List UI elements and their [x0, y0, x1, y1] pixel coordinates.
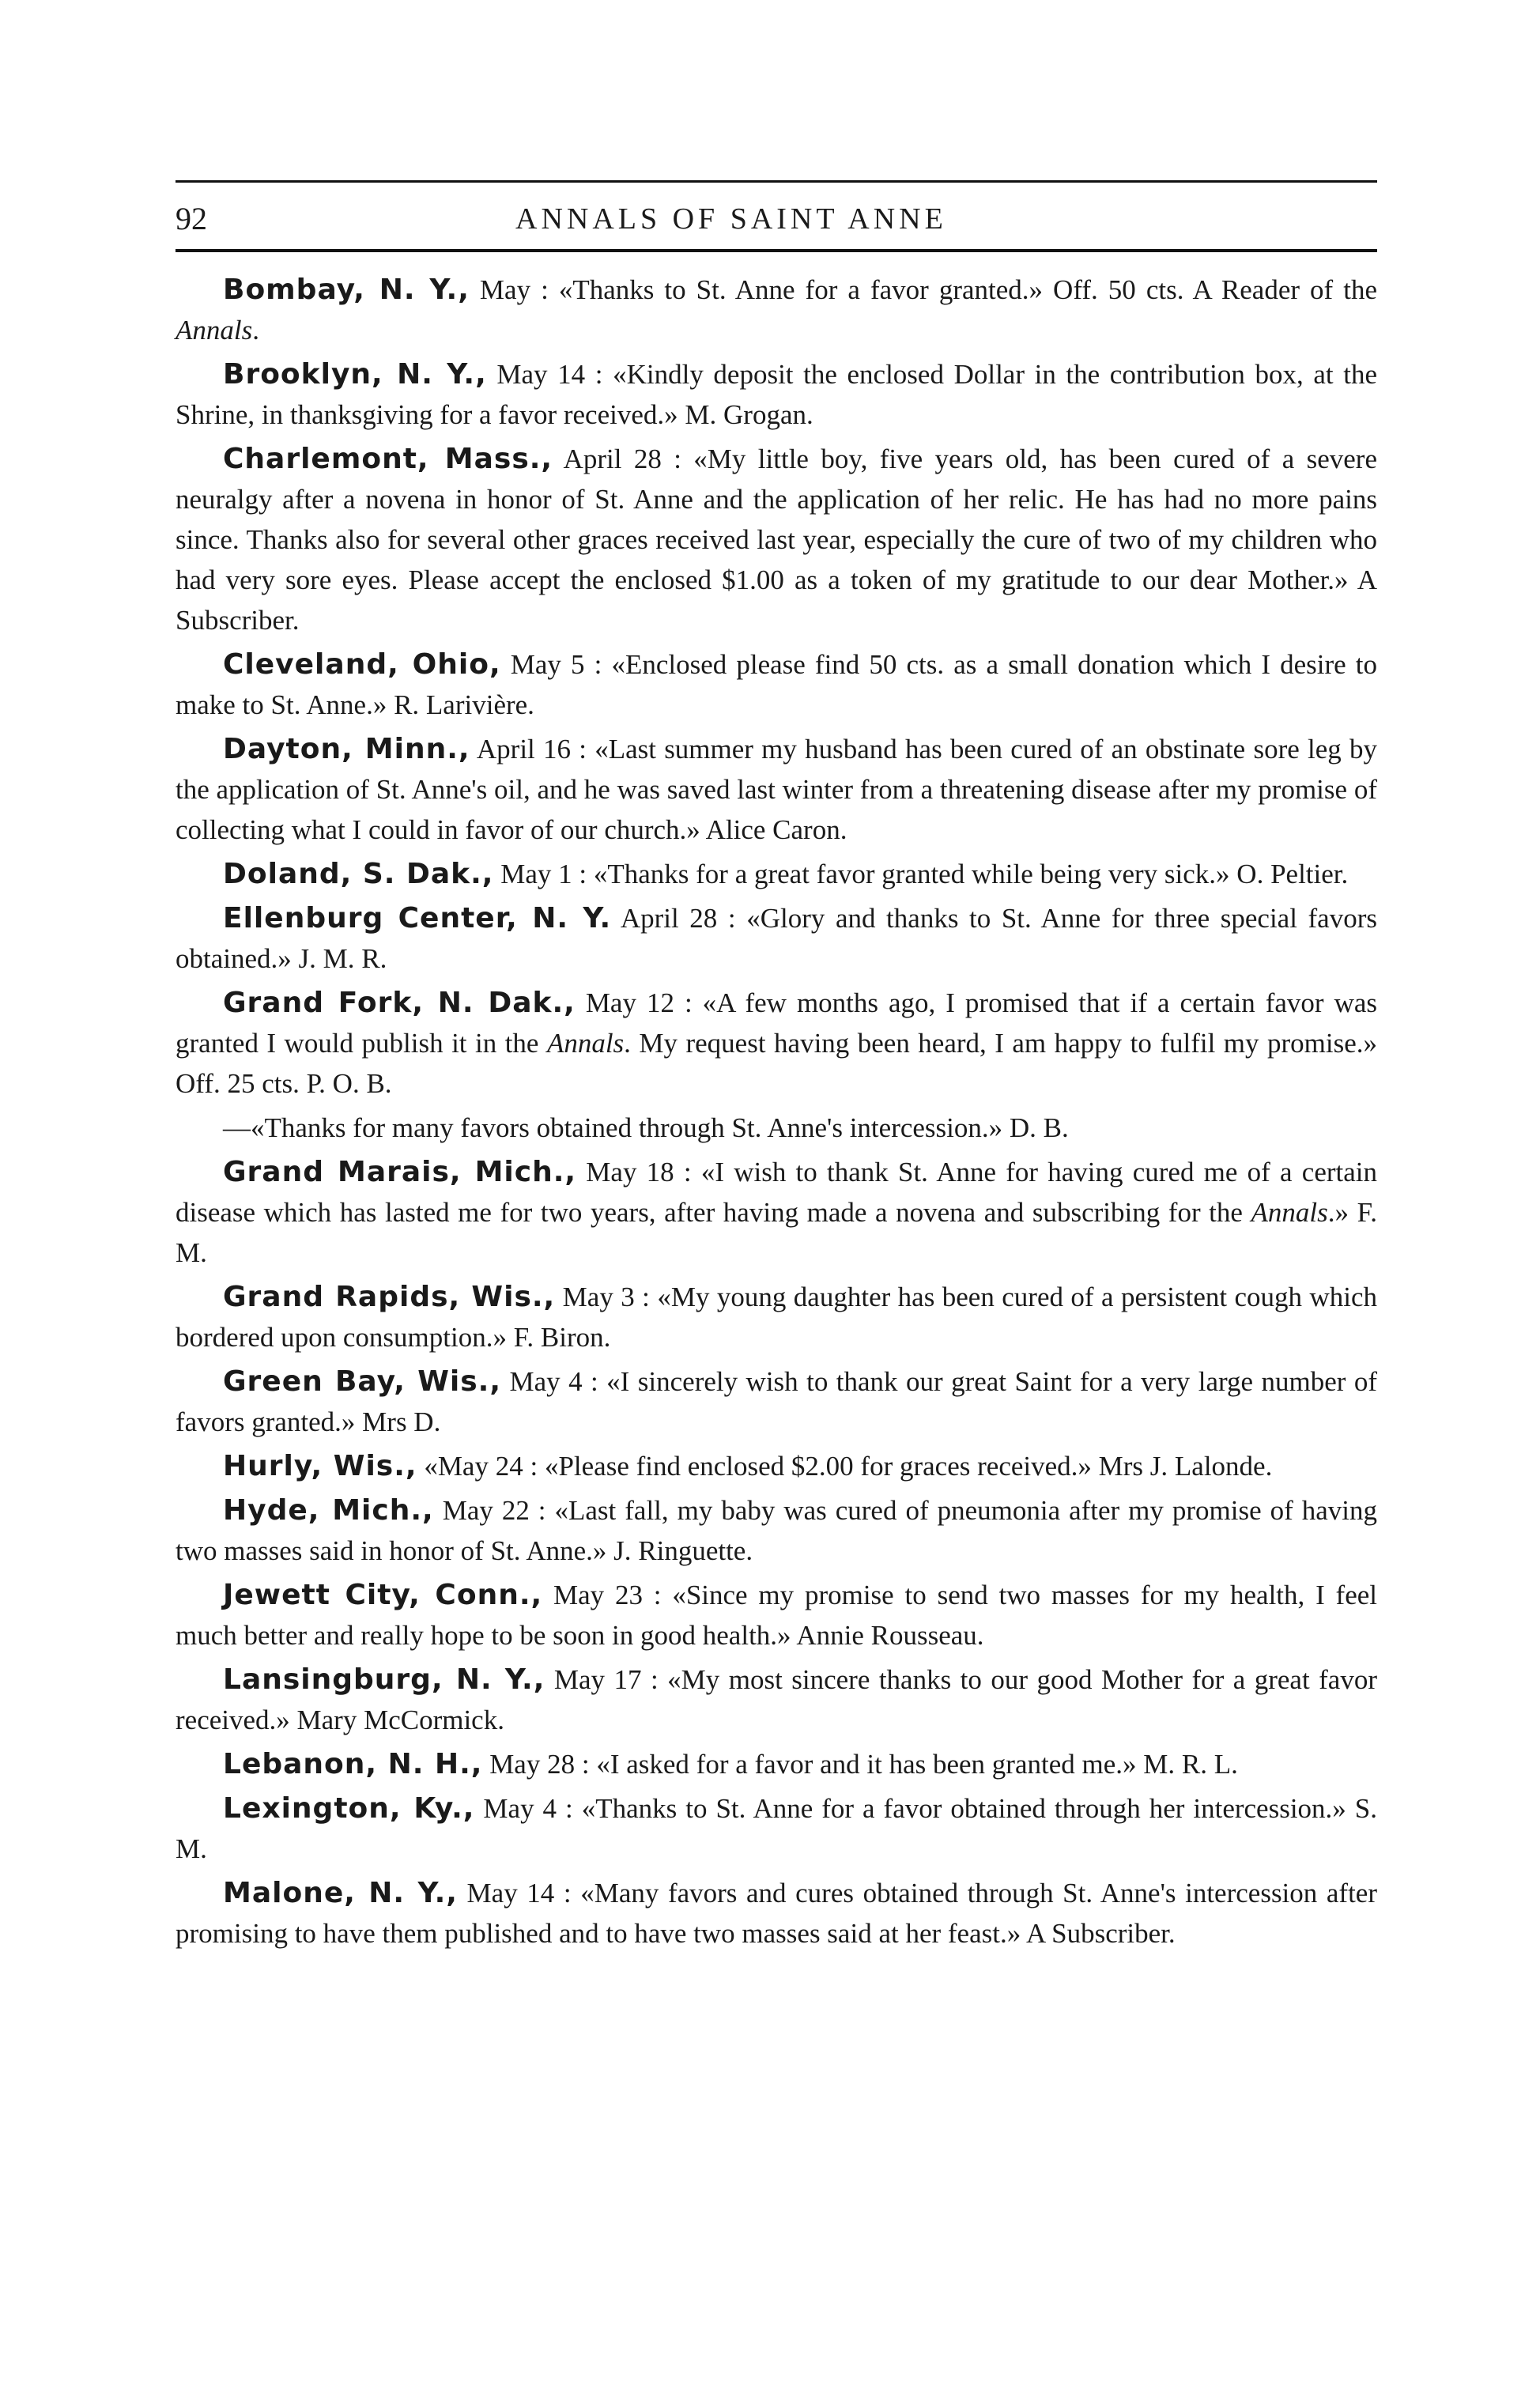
- entry-text: April 28 : «My little boy, five years old, has been cured of a severe neuralgy after a novena in honor of St. Anne and the application of her relic. He has had no more pains since. Thanks also for several other graces received last year, especially the cure of two of my children who had very sore eyes. Please accept the enclosed $1.00 as a token of my gratitude to our dear Mother.» A Subscriber.: [176, 444, 1377, 636]
- page: [176, 180, 1377, 1958]
- entry-text: May 14 : «Many favors and cures obtained through St. Anne's intercession after promising to have them published and to have two masses said at her feast.» A Subscriber.: [176, 1878, 1377, 1949]
- running-head: [176, 200, 1377, 244]
- entry-place: Brooklyn, N. Y.,: [223, 358, 487, 391]
- list-item: [176, 1446, 1377, 1486]
- entry-place: Doland, S. Dak.,: [223, 858, 494, 890]
- entry-text: May 22 : «Last fall, my baby was cured of pneumonia after my promise of having two masses said in honor of St. Anne.» J. Ringuette.: [176, 1495, 1377, 1566]
- entry-text: «May 24 : «Please find enclosed $2.00 for graces received.» Mrs J. Lalonde.: [417, 1451, 1273, 1482]
- list-item: [176, 1108, 1377, 1148]
- entry-text: May : «Thanks to St. Anne for a favor granted.» Off. 50 cts. A Reader of the: [469, 274, 1377, 305]
- list-item: [176, 1277, 1377, 1357]
- list-item: [176, 1659, 1377, 1740]
- entry-text: May 4 : «I sincerely wish to thank our great Saint for a very large number of favors granted.» Mrs D.: [176, 1366, 1377, 1437]
- list-item: [176, 1873, 1377, 1954]
- entry-place: Bombay, N. Y.,: [223, 274, 470, 306]
- entry-place: Green Bay, Wis.,: [223, 1365, 502, 1398]
- page-number: 92: [176, 201, 207, 236]
- entry-text: May 1 : «Thanks for a great favor granted while being very sick.» O. Peltier.: [493, 859, 1349, 889]
- entries-list: [176, 270, 1377, 1954]
- journal-title: ANNALS OF SAINT ANNE: [515, 202, 947, 236]
- entry-text: May 3 : «My young daughter has been cured of a persistent cough which bordered upon consumption.» F. Biron.: [176, 1282, 1378, 1353]
- entry-text: May 14 : «Kindly deposit the enclosed Dollar in the contribution box, at the Shrine, in thanksgiving for a favor received.» M. Grogan.: [176, 359, 1377, 430]
- entry-text: April 28 : «Glory and thanks to St. Anne for three special favors obtained.» J. M. R.: [176, 903, 1377, 974]
- list-item: [176, 854, 1377, 894]
- list-item: [176, 1575, 1377, 1655]
- entry-text: May 28 : «I asked for a favor and it has been granted me.» M. R. L.: [482, 1749, 1238, 1780]
- entry-text: .: [252, 315, 259, 345]
- entry-place: Charlemont, Mass.,: [223, 443, 553, 475]
- entry-italic-title: Annals: [1251, 1197, 1328, 1228]
- entry-place: Cleveland, Ohio,: [223, 648, 501, 681]
- entry-text: April 16 : «Last summer my husband has been cured of an obstinate sore leg by the application of St. Anne's oil, and he was saved last winter from a threatening disease after my promise of collecting what I could in favor of our church.» Alice Caron.: [176, 734, 1377, 845]
- list-item: [176, 1490, 1377, 1571]
- entry-text: . My request having been heard, I am happy to fulfil my promise.» Off. 25 cts. P. O. B.: [176, 1028, 1377, 1099]
- entry-text: .» F. M.: [176, 1197, 1377, 1268]
- entry-text: May 12 : «A few months ago, I promised that if a certain favor was granted I would publish it in the: [176, 987, 1377, 1059]
- list-item: [176, 270, 1377, 350]
- entry-place: Hyde, Mich.,: [223, 1494, 434, 1527]
- entry-place: Lebanon, N. H.,: [223, 1748, 483, 1780]
- entry-text: May 4 : «Thanks to St. Anne for a favor obtained through her intercession.» S. M.: [176, 1793, 1378, 1864]
- entry-place: Dayton, Minn.,: [223, 733, 470, 765]
- entry-text: May 23 : «Since my promise to send two masses for my health, I feel much better and really hope to be soon in good health.» Annie Rousseau.: [176, 1580, 1378, 1651]
- list-item: [176, 898, 1377, 979]
- list-item: [176, 644, 1377, 725]
- entry-italic-title: Annals: [176, 315, 253, 345]
- entry-italic-title: Annals: [546, 1028, 625, 1059]
- entry-place: Lansingburg, N. Y.,: [223, 1663, 545, 1696]
- header-top-rule: [176, 180, 1377, 183]
- entry-place: Hurly, Wis.,: [223, 1450, 417, 1482]
- entry-text: —«Thanks for many favors obtained through St. Anne's intercession.» D. B.: [223, 1112, 1069, 1143]
- list-item: [176, 729, 1377, 850]
- entry-place: Grand Marais, Mich.,: [223, 1156, 577, 1188]
- entry-place: Grand Fork, N. Dak.,: [223, 987, 576, 1019]
- entry-text: May 18 : «I wish to thank St. Anne for having cured me of a certain disease which has lasted me for two years, after having made a novena and subscribing for the: [176, 1157, 1377, 1228]
- entry-place: Malone, N. Y.,: [223, 1877, 458, 1909]
- list-item: [176, 439, 1377, 640]
- entry-place: Lexington, Ky.,: [223, 1792, 475, 1825]
- entry-text: May 5 : «Enclosed please find 50 cts. as a small donation which I desire to make to St. Anne.» R. Larivière.: [176, 649, 1377, 720]
- list-item: [176, 1361, 1377, 1442]
- list-item: [176, 354, 1377, 435]
- list-item: [176, 1788, 1377, 1869]
- entry-place: Jewett City, Conn.,: [223, 1579, 543, 1611]
- list-item: [176, 1744, 1377, 1784]
- list-item: [176, 983, 1377, 1104]
- list-item: [176, 1152, 1377, 1273]
- entry-text: May 17 : «My most sincere thanks to our good Mother for a great favor received.» Mary McCormick.: [176, 1664, 1377, 1735]
- entry-place: Grand Rapids, Wis.,: [223, 1281, 556, 1313]
- entry-place: Ellenburg Center, N. Y.: [223, 902, 612, 934]
- header-bottom-rule: [176, 249, 1377, 252]
